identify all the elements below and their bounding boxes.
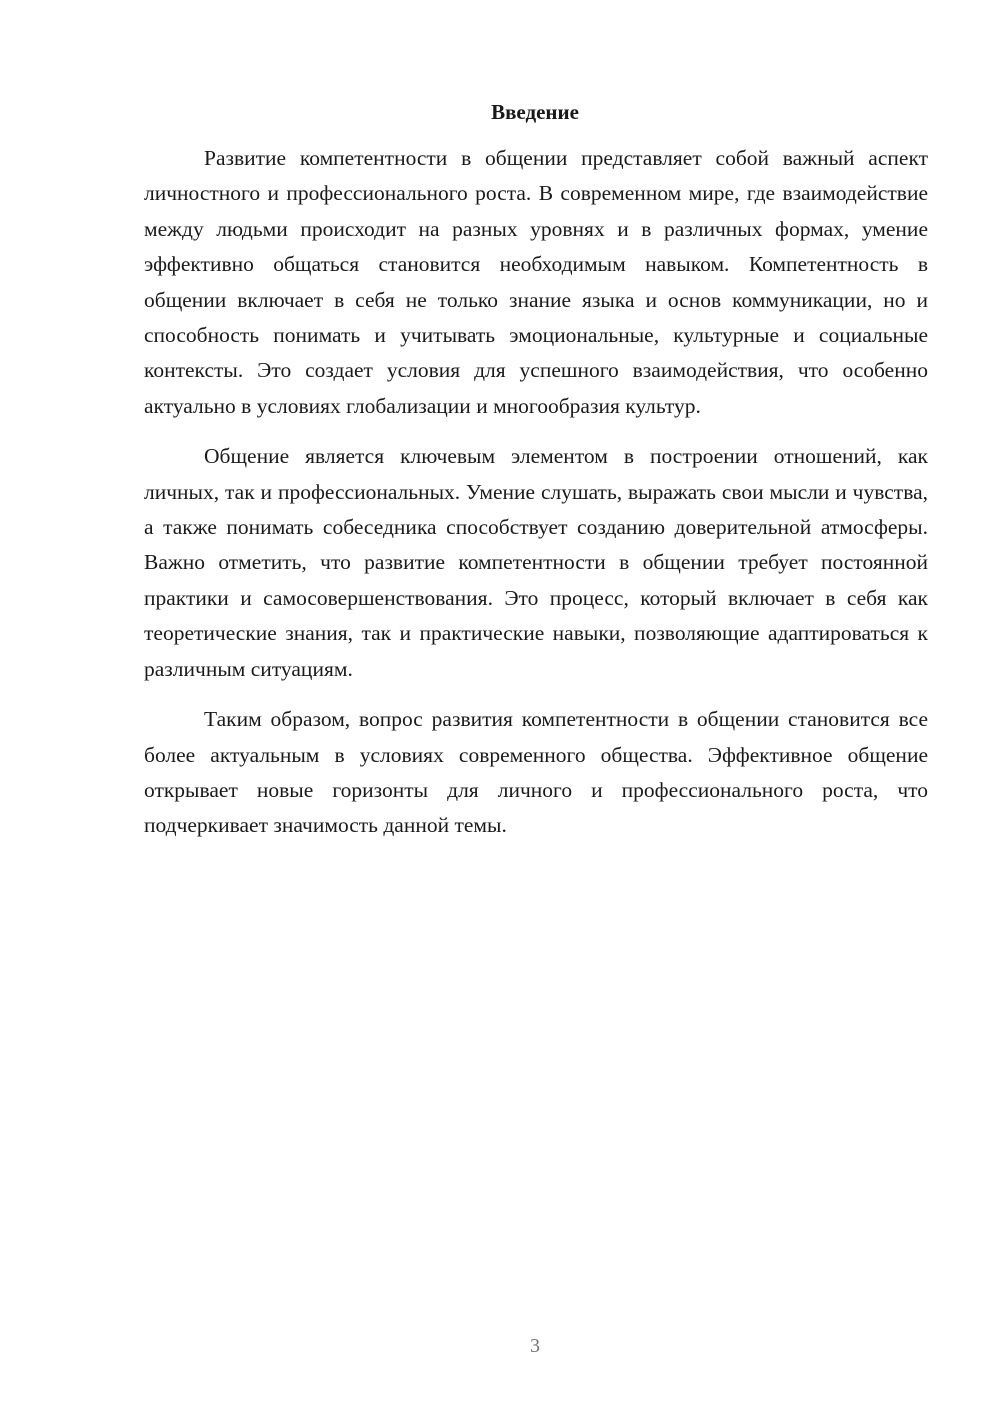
page-number: 3 (530, 1335, 540, 1357)
body-text (144, 141, 928, 859)
section-title: Введение (491, 100, 579, 124)
paragraph: Развитие компетентности в общении представляет собой важный аспект личностного и профессионального роста. В современном мире, где взаимодействие между людьми происходит на разных уровнях и в различных формах, умение эффективно общаться становится необходимым навыком. Компетентность в общении включает в себя не только знание языка и основ коммуникации, но и способность понимать и учитывать эмоциональные, культурные и социальные контексты. Это создает условия для успешного взаимодействия, что особенно актуально в условиях глобализации и многообразия культур. (144, 146, 928, 418)
paragraph: Таким образом, вопрос развития компетентности в общении становится все более актуальным в условиях современного общества. Эффективное общение открывает новые горизонты для личного и профессионального роста, что подчеркивает значимость данной темы. (144, 707, 928, 838)
paragraph: Общение является ключевым элементом в построении отношений, как личных, так и профессиональных. Умение слушать, выражать свои мысли и чувства, а также понимать собеседника способствует созданию доверительной атмосферы. Важно отметить, что развитие компетентности в общении требует постоянной практики и самосовершенствования. Это процесс, который включает в себя как теоретические знания, так и практические навыки, позволяющие адаптироваться к различным ситуациям. (144, 444, 928, 681)
